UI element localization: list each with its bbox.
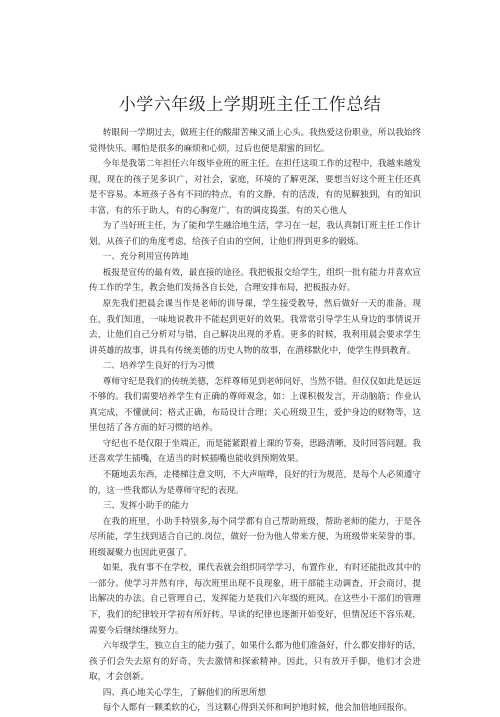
paragraph: 每个人都有一颗柔软的心，当这颗心得到关怀和呵护地时候，他会加倍地回报你。 <box>102 703 413 714</box>
paragraph: 为了当好班主任，为了能和学生融洽地生活，学习在一起，我认真制订班主任工作计划，从孩子们的角度考虑，给孩子自由的空间，让他们得到更多的锻炼。 <box>89 221 421 247</box>
paragraph: 在我的班里，小助手特别多,每个同学都有自己帮助班级，帮助老师的能力，于是各尽所能，学生找到适合自己的.岗位，做好一份为他人带来方便，为班级带来荣誉的事。班级凝聚力也因此更强了。 <box>89 516 421 558</box>
paragraph: 如果，我有事不在学校，课代表就会组织同学学习，布置作业，有时还能批改其中的一部分。使学习井然有序，每次班里出现不良现象，班干部能主动调查，开会商讨，提出解决的办法。自己管理自己，发挥能力是我们六年级的班风。在这些小干部们的管理下，我们的纪律较开学初有所好转。早读的纪律也逐渐开始变好，但情况还不容乐观，需要今后继续继续努力。 <box>89 563 421 636</box>
document-body <box>89 126 421 717</box>
section-heading: 三、发挥小助手的能力 <box>102 501 189 512</box>
paragraph: 今年是我第二年担任六年级毕业班的班主任。在担任这项工作的过程中，我越来越发现，现在的孩子见多识广，对社会，家庭，环境的了解更深，要想当好这个班主任还真是不容易。本班孩子各有不同的特点，有的文静，有的活泼，有的见解独到，有的知识丰富，有的乐于助人，有的心胸宽广，有的调皮捣蛋，有的关心他人 <box>89 159 421 216</box>
page-title: 小学六年级上学期班主任工作总结 <box>118 95 382 115</box>
paragraph: 转眼间一学期过去，做班主任的酸甜苦辣又涌上心头。我热爱这份职业，所以我始终觉得快乐。哪怕是很多的麻烦和心烦，过后也便是甜蜜的回忆。 <box>89 128 421 154</box>
paragraph: 守纪也不是仅限于坐端正，而是能紧跟着上课的节奏，思路清晰，及时回答问题。我还喜欢学生插嘴，在适当的时候插嘴也能收到预期效果。 <box>89 438 421 465</box>
section-heading: 一、充分利用宣传阵地 <box>102 252 189 263</box>
section-heading: 二、培养学生良好的行为习惯 <box>102 361 215 372</box>
section-heading: 四、真心地关心学生，了解他们的所思所想 <box>102 687 267 698</box>
paragraph: 原先我们把晨会课当作是老师的训导课，学生接受教导，然后做好一天的准备。现在，我们知道，一味地说教并不能起到更好的效果。我常常引导学生从身边的事情说开去，让他们自己分析对与错，自己解决出现的矛盾。更多的时候，我利用晨会要求学生讲英雄的故事，讲具有传统美德的历史人物的故事，在潜移默化中，使学生得到教育。 <box>89 299 421 356</box>
paragraph: 不随地丢东西，走楼梯注意文明，不大声喧哗，良好的行为规范，是每个人必须遵守的，这一些我都认为是尊师守纪的表现。 <box>89 470 421 496</box>
paragraph: 板报是宣传的最有效，最直接的途径。我把板报交给学生，组织一批有能力并喜欢宣传工作的学生，教会他们发扬各自长处，合理安排布局，把板报办好。 <box>89 267 421 294</box>
paragraph: 尊师守纪是我们的传统美德，怎样尊师见到老师问好，当然不错。但仅仅如此是远远不够的。我们需要培养学生有正确的尊师观念，如：上课积极发言，开动脑筋；作业认真完成，不懂就问；格式正确，布局设计合理；关心班级卫生，爱护身边的财物等，这里包括了各方面的好习惯的培养。 <box>89 376 421 434</box>
paragraph: 六年级学生，独立自主的能力强了，如果什么都为他们准备好，什么都安排好的话，孩子们会失去原有的好奇，失去激情和探索精神。因此，只有放开手脚，他们才会进取，才会创新。 <box>89 641 421 683</box>
